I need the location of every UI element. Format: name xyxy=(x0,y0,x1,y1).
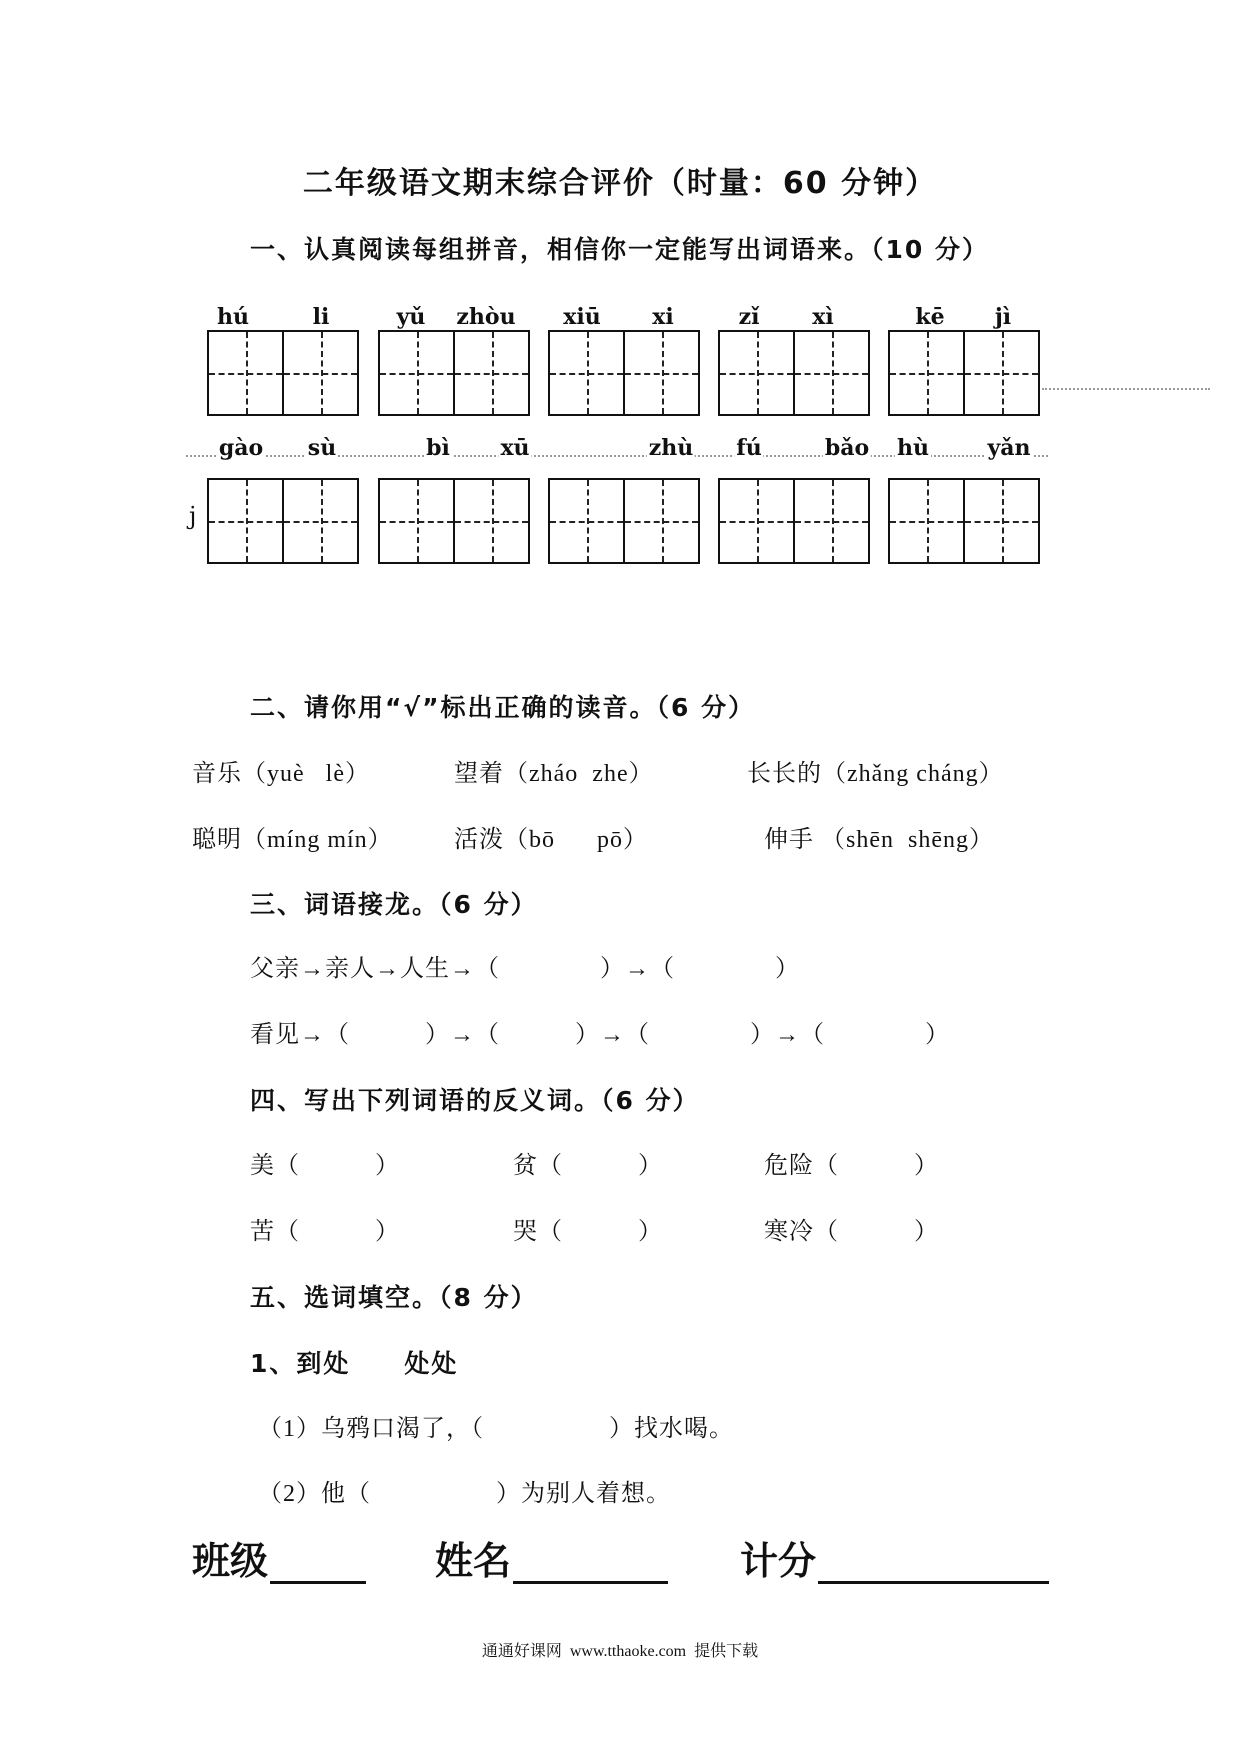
tianzige-group xyxy=(548,330,700,416)
score-label: 计分 xyxy=(740,1539,817,1583)
reading-choice-item: 望着（zháo zhe） xyxy=(454,761,654,787)
name-label: 姓名 xyxy=(435,1539,512,1583)
tianzige-cell xyxy=(623,332,698,414)
pinyin-label: fú xyxy=(736,435,762,461)
tianzige-cell xyxy=(209,480,282,562)
pinyin-label: zhù xyxy=(648,435,694,461)
class-field xyxy=(192,1538,366,1584)
pinyin-label: xū xyxy=(500,435,530,461)
reading-choice-item: 音乐（yuè lè） xyxy=(192,761,370,787)
reading-choice-item: 长长的（zhǎng cháng） xyxy=(747,761,1004,787)
pinyin-label: hù xyxy=(897,435,929,461)
pinyin-label: yǎn xyxy=(987,435,1031,461)
section2-heading: 二、请你用“√”标出正确的读音。（6 分） xyxy=(250,693,756,722)
section5-heading: 五、选词填空。（8 分） xyxy=(250,1283,538,1312)
fill-blank-question: （1）乌鸦口渴了，（ ）找水喝。 xyxy=(258,1416,734,1442)
reading-choice-item: 活泼（bō pō） xyxy=(454,827,648,853)
tianzige-cell xyxy=(453,332,528,414)
reading-choice-item: 伸手 （shēn shēng） xyxy=(764,827,994,853)
score-blank-line xyxy=(818,1545,1049,1584)
pinyin-label: kē xyxy=(915,304,945,330)
name-blank-line xyxy=(513,1545,668,1584)
pinyin-label: zhòu xyxy=(456,304,516,330)
tianzige-group xyxy=(718,330,870,416)
pinyin-label: li xyxy=(312,304,330,330)
pinyin-label: jì xyxy=(994,304,1012,330)
dotted-guide-line xyxy=(1042,388,1210,390)
tianzige-group xyxy=(378,478,530,564)
section1-heading: 一、认真阅读每组拼音，相信你一定能写出词语来。（10 分） xyxy=(250,235,989,264)
tianzige-cell xyxy=(623,480,698,562)
tianzige-cell xyxy=(282,332,357,414)
tianzige-cell xyxy=(282,480,357,562)
class-label: 班级 xyxy=(192,1539,269,1583)
class-blank-line xyxy=(270,1545,366,1584)
score-field xyxy=(740,1538,1049,1584)
tianzige-group xyxy=(548,478,700,564)
tianzige-cell xyxy=(453,480,528,562)
tianzige-cell xyxy=(380,480,453,562)
pinyin-label: bǎo xyxy=(824,435,870,461)
tianzige-cell xyxy=(890,332,963,414)
pinyin-label: xì xyxy=(812,304,834,330)
antonym-item: 危险（ ） xyxy=(764,1153,939,1179)
tianzige-group xyxy=(207,330,359,416)
stray-letter: j xyxy=(189,502,197,530)
word-choice-options: 1、到处 处处 xyxy=(250,1349,459,1378)
antonym-item: 苦（ ） xyxy=(250,1219,400,1245)
tianzige-cell xyxy=(209,332,282,414)
pinyin-label: sù xyxy=(307,435,337,461)
pinyin-label: bì xyxy=(426,435,450,461)
section3-heading: 三、词语接龙。（6 分） xyxy=(250,890,538,919)
antonym-item: 美（ ） xyxy=(250,1153,400,1179)
tianzige-group xyxy=(378,330,530,416)
fill-blank-question: （2）他（ ）为别人着想。 xyxy=(258,1481,671,1507)
tianzige-cell xyxy=(963,332,1038,414)
antonym-item: 贫（ ） xyxy=(513,1153,663,1179)
tianzige-cell xyxy=(793,480,868,562)
name-field xyxy=(435,1538,668,1584)
exam-title: 二年级语文期末综合评价（时量：60 分钟） xyxy=(302,166,938,201)
tianzige-group xyxy=(718,478,870,564)
tianzige-cell xyxy=(890,480,963,562)
pinyin-label: zǐ xyxy=(738,304,760,330)
tianzige-cell xyxy=(380,332,453,414)
tianzige-cell xyxy=(720,332,793,414)
pinyin-label: xi xyxy=(652,304,674,330)
tianzige-group xyxy=(888,478,1040,564)
word-chain-line: 看见→（ ）→（ ）→（ ）→（ ） xyxy=(250,1022,950,1048)
tianzige-group xyxy=(207,478,359,564)
pinyin-label: yǔ xyxy=(396,304,426,330)
reading-choice-item: 聪明（míng mín） xyxy=(192,827,393,853)
section4-heading: 四、写出下列词语的反义词。（6 分） xyxy=(250,1086,700,1115)
tianzige-cell xyxy=(720,480,793,562)
pinyin-label: hú xyxy=(217,304,249,330)
antonym-item: 寒冷（ ） xyxy=(764,1219,939,1245)
tianzige-cell xyxy=(550,332,623,414)
tianzige-cell xyxy=(963,480,1038,562)
word-chain-line: 父亲→亲人→人生→（ ）→（ ） xyxy=(250,956,800,982)
tianzige-group xyxy=(888,330,1040,416)
tianzige-cell xyxy=(793,332,868,414)
pinyin-label: gào xyxy=(218,435,264,461)
tianzige-cell xyxy=(550,480,623,562)
pinyin-label: xiū xyxy=(563,304,601,330)
antonym-item: 哭（ ） xyxy=(513,1219,663,1245)
download-credit: 通通好课网 www.tthaoke.com 提供下载 xyxy=(481,1643,759,1660)
